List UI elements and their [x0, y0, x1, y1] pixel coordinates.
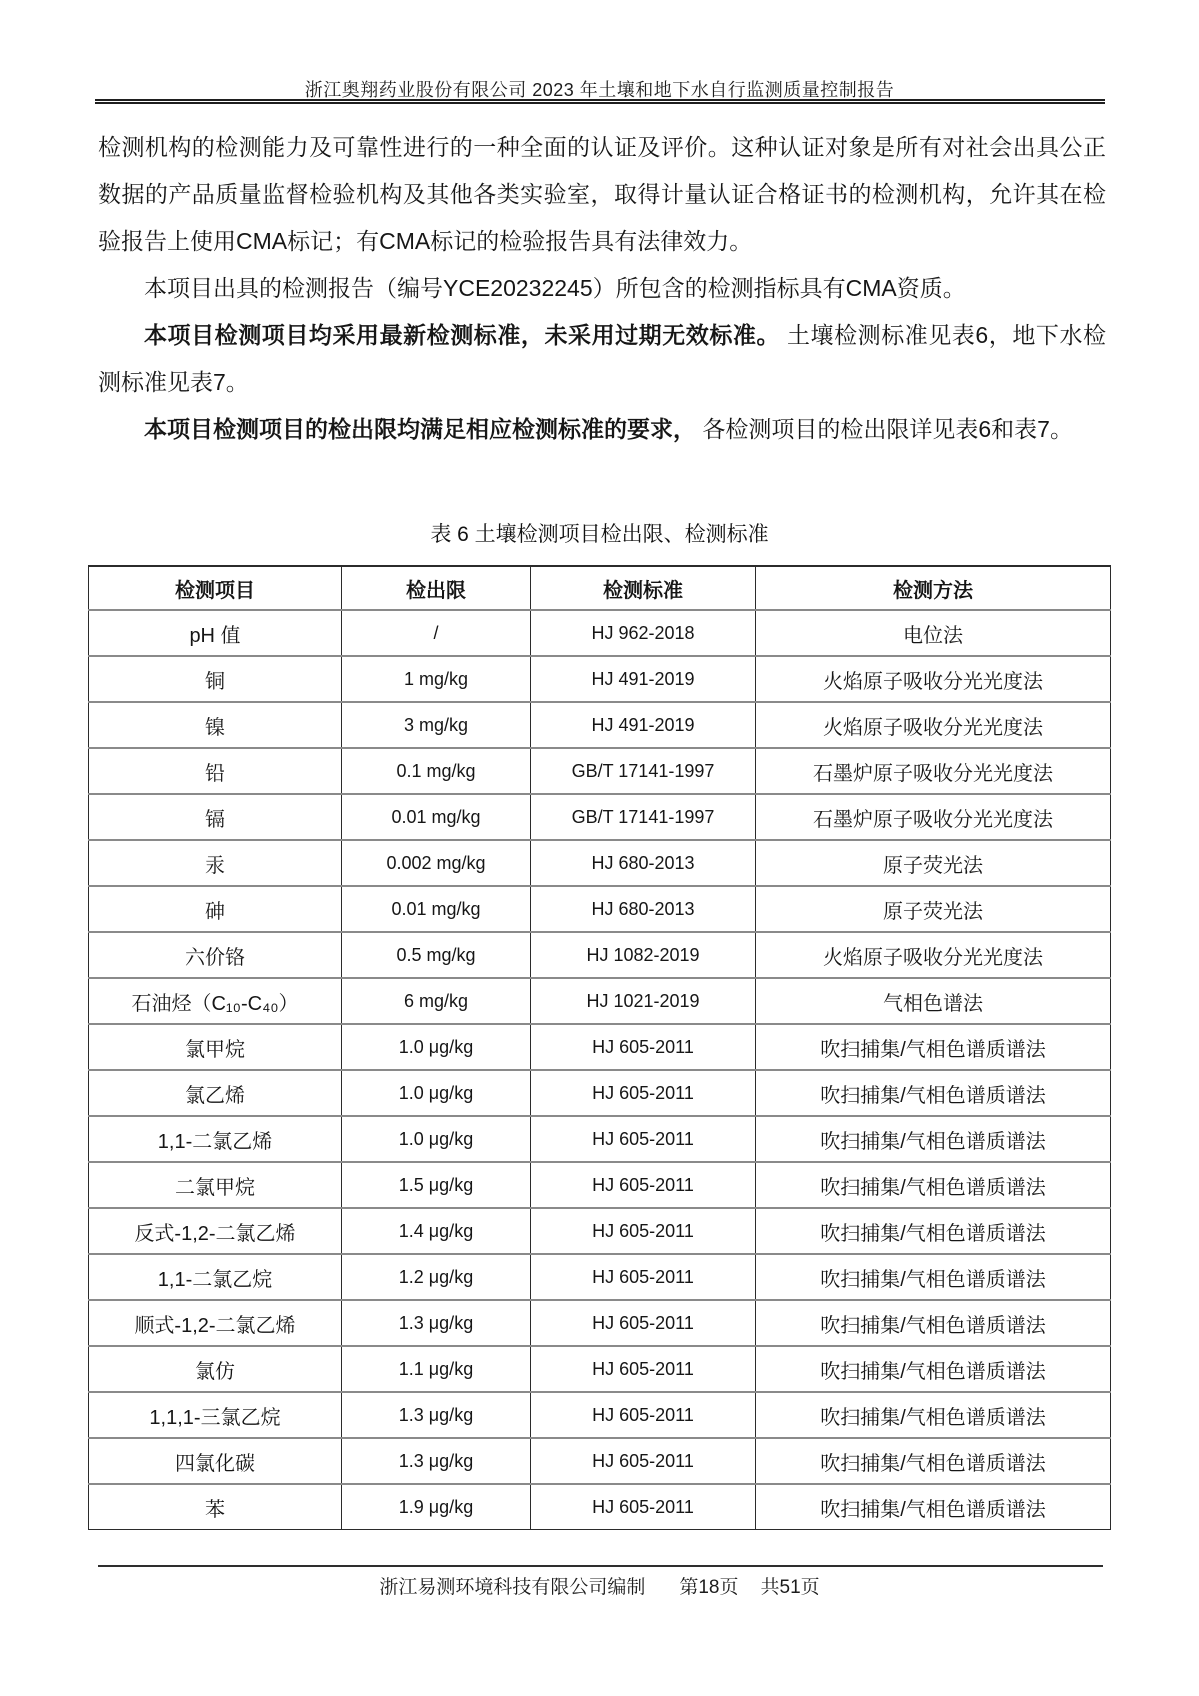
- table-row: [89, 1254, 1111, 1300]
- table-6-title: 表 6 土壤检测项目检出限、检测标准: [430, 523, 769, 546]
- soil-detection-table: [88, 565, 1111, 1530]
- cell-standard: HJ 1021-2019: [531, 978, 756, 1024]
- cell-standard: HJ 605-2011: [531, 1024, 756, 1070]
- paragraph-text: 本项目出具的检测报告（编号YCE20232245）所包含的检测指标具有CMA资质。: [144, 275, 966, 301]
- table-row: [89, 1070, 1111, 1116]
- paragraph-report-number: [98, 265, 1106, 312]
- table-row: [89, 1162, 1111, 1208]
- cell-item: 砷: [89, 886, 342, 932]
- cell-detection-limit: 1.3 μg/kg: [342, 1392, 531, 1438]
- cell-item: 二氯甲烷: [89, 1162, 342, 1208]
- cell-method: 吹扫捕集/气相色谱质谱法: [756, 1392, 1111, 1438]
- table-row: [89, 1392, 1111, 1438]
- table-row: [89, 1116, 1111, 1162]
- paragraph-bold-text: 本项目检测项目的检出限均满足相应检测标准的要求，: [144, 416, 696, 442]
- table-row: [89, 1300, 1111, 1346]
- cell-method: 吹扫捕集/气相色谱质谱法: [756, 1300, 1111, 1346]
- cell-standard: HJ 605-2011: [531, 1346, 756, 1392]
- cell-method: 吹扫捕集/气相色谱质谱法: [756, 1254, 1111, 1300]
- cell-detection-limit: 1.0 μg/kg: [342, 1116, 531, 1162]
- cell-method: 吹扫捕集/气相色谱质谱法: [756, 1116, 1111, 1162]
- cell-detection-limit: 0.1 mg/kg: [342, 748, 531, 794]
- cell-item: 1,1-二氯乙烯: [89, 1116, 342, 1162]
- cell-method: 吹扫捕集/气相色谱质谱法: [756, 1162, 1111, 1208]
- cell-standard: HJ 605-2011: [531, 1254, 756, 1300]
- cell-item: 1,1-二氯乙烷: [89, 1254, 342, 1300]
- cell-standard: HJ 491-2019: [531, 656, 756, 702]
- table-row: [89, 932, 1111, 978]
- header-cell-standard: 检测标准: [531, 566, 756, 610]
- cell-standard: HJ 962-2018: [531, 610, 756, 656]
- table-body: [89, 610, 1111, 1530]
- cell-method: 火焰原子吸收分光光度法: [756, 702, 1111, 748]
- paragraph-detection-limits: [98, 406, 1106, 453]
- cell-method: 原子荧光法: [756, 886, 1111, 932]
- table-row: [89, 794, 1111, 840]
- cell-standard: HJ 1082-2019: [531, 932, 756, 978]
- cell-item: 石油烃（C₁₀-C₄₀）: [89, 978, 342, 1024]
- cell-item: 氯乙烯: [89, 1070, 342, 1116]
- paragraph-text: 各检测项目的检出限详见表6和表7。: [702, 416, 1073, 442]
- footer-page-total: 共51页: [760, 1577, 820, 1598]
- cell-item: 苯: [89, 1484, 342, 1530]
- cell-detection-limit: 1.2 μg/kg: [342, 1254, 531, 1300]
- cell-method: 吹扫捕集/气相色谱质谱法: [756, 1484, 1111, 1530]
- cell-item: 汞: [89, 840, 342, 886]
- cell-detection-limit: 6 mg/kg: [342, 978, 531, 1024]
- cell-item: 氯甲烷: [89, 1024, 342, 1070]
- cell-standard: HJ 605-2011: [531, 1208, 756, 1254]
- cell-detection-limit: 1.0 μg/kg: [342, 1070, 531, 1116]
- cell-method: 火焰原子吸收分光光度法: [756, 932, 1111, 978]
- cell-detection-limit: /: [342, 610, 531, 656]
- cell-method: 电位法: [756, 610, 1111, 656]
- cell-detection-limit: 1 mg/kg: [342, 656, 531, 702]
- cell-detection-limit: 1.3 μg/kg: [342, 1438, 531, 1484]
- cell-standard: GB/T 17141-1997: [531, 748, 756, 794]
- page-footer: [0, 1573, 1199, 1603]
- paragraph-text: 检测机构的检测能力及可靠性进行的一种全面的认证及评价。这种认证对象是所有对社会出具公正数据的产品质量监督检验机构及其他各类实验室，取得计量认证合格证书的检测机构，允许其在检验报告上使用CMA标记；有CMA标记的检验报告具有法律效力。: [98, 134, 1106, 254]
- cell-method: 气相色谱法: [756, 978, 1111, 1024]
- cell-standard: HJ 605-2011: [531, 1392, 756, 1438]
- paragraph-standards: [98, 312, 1106, 406]
- cell-standard: HJ 605-2011: [531, 1116, 756, 1162]
- cell-standard: HJ 605-2011: [531, 1162, 756, 1208]
- table-row: [89, 1484, 1111, 1530]
- cell-standard: GB/T 17141-1997: [531, 794, 756, 840]
- cell-standard: HJ 605-2011: [531, 1438, 756, 1484]
- cell-method: 吹扫捕集/气相色谱质谱法: [756, 1070, 1111, 1116]
- cell-method: 吹扫捕集/气相色谱质谱法: [756, 1024, 1111, 1070]
- cell-method: 吹扫捕集/气相色谱质谱法: [756, 1346, 1111, 1392]
- cell-standard: HJ 680-2013: [531, 886, 756, 932]
- header-cell-limit: 检出限: [342, 566, 531, 610]
- cell-standard: HJ 605-2011: [531, 1484, 756, 1530]
- table-row: [89, 886, 1111, 932]
- cell-standard: HJ 680-2013: [531, 840, 756, 886]
- header-cell-method: 检测方法: [756, 566, 1111, 610]
- table-header-row: [89, 566, 1111, 610]
- cell-item: 铜: [89, 656, 342, 702]
- table-row: [89, 1024, 1111, 1070]
- footer-company: 浙江易测环境科技有限公司编制: [379, 1577, 646, 1598]
- table-row: [89, 610, 1111, 656]
- footer-rule: [98, 1565, 1103, 1567]
- paragraph-certification: [98, 124, 1106, 265]
- cell-detection-limit: 0.01 mg/kg: [342, 886, 531, 932]
- table-row: [89, 978, 1111, 1024]
- cell-standard: HJ 491-2019: [531, 702, 756, 748]
- table-row: [89, 748, 1111, 794]
- cell-method: 吹扫捕集/气相色谱质谱法: [756, 1208, 1111, 1254]
- cell-method: 原子荧光法: [756, 840, 1111, 886]
- cell-item: pH 值: [89, 610, 342, 656]
- cell-detection-limit: 1.1 μg/kg: [342, 1346, 531, 1392]
- table-row: [89, 656, 1111, 702]
- body-text: [98, 124, 1106, 453]
- cell-detection-limit: 1.5 μg/kg: [342, 1162, 531, 1208]
- cell-detection-limit: 0.002 mg/kg: [342, 840, 531, 886]
- cell-item: 氯仿: [89, 1346, 342, 1392]
- table-row: [89, 702, 1111, 748]
- cell-method: 吹扫捕集/气相色谱质谱法: [756, 1438, 1111, 1484]
- running-header-title: 浙江奥翔药业股份有限公司 2023 年土壤和地下水自行监测质量控制报告: [304, 80, 895, 100]
- cell-item: 顺式-1,2-二氯乙烯: [89, 1300, 342, 1346]
- cell-detection-limit: 1.3 μg/kg: [342, 1300, 531, 1346]
- header-cell-item: 检测项目: [89, 566, 342, 610]
- cell-item: 反式-1,2-二氯乙烯: [89, 1208, 342, 1254]
- cell-item: 1,1,1-三氯乙烷: [89, 1392, 342, 1438]
- table-row: [89, 1208, 1111, 1254]
- cell-method: 石墨炉原子吸收分光光度法: [756, 748, 1111, 794]
- cell-standard: HJ 605-2011: [531, 1300, 756, 1346]
- cell-item: 六价铬: [89, 932, 342, 978]
- cell-item: 镍: [89, 702, 342, 748]
- cell-detection-limit: 3 mg/kg: [342, 702, 531, 748]
- cell-detection-limit: 1.0 μg/kg: [342, 1024, 531, 1070]
- footer-page-number: 第18页: [679, 1577, 739, 1598]
- cell-detection-limit: 0.01 mg/kg: [342, 794, 531, 840]
- header-rule: [95, 99, 1105, 104]
- table-row: [89, 1346, 1111, 1392]
- cell-item: 镉: [89, 794, 342, 840]
- table-row: [89, 840, 1111, 886]
- paragraph-bold-text: 本项目检测项目均采用最新检测标准，未采用过期无效标准。: [144, 322, 781, 348]
- cell-detection-limit: 1.4 μg/kg: [342, 1208, 531, 1254]
- table-row: [89, 1438, 1111, 1484]
- paragraph-text: 土壤检测标准见表6，地下水检测标准见表7。: [98, 322, 1107, 395]
- cell-item: 铅: [89, 748, 342, 794]
- cell-method: 火焰原子吸收分光光度法: [756, 656, 1111, 702]
- table-header-row: [89, 566, 1111, 610]
- cell-method: 石墨炉原子吸收分光光度法: [756, 794, 1111, 840]
- cell-detection-limit: 0.5 mg/kg: [342, 932, 531, 978]
- cell-detection-limit: 1.9 μg/kg: [342, 1484, 531, 1530]
- cell-standard: HJ 605-2011: [531, 1070, 756, 1116]
- cell-item: 四氯化碳: [89, 1438, 342, 1484]
